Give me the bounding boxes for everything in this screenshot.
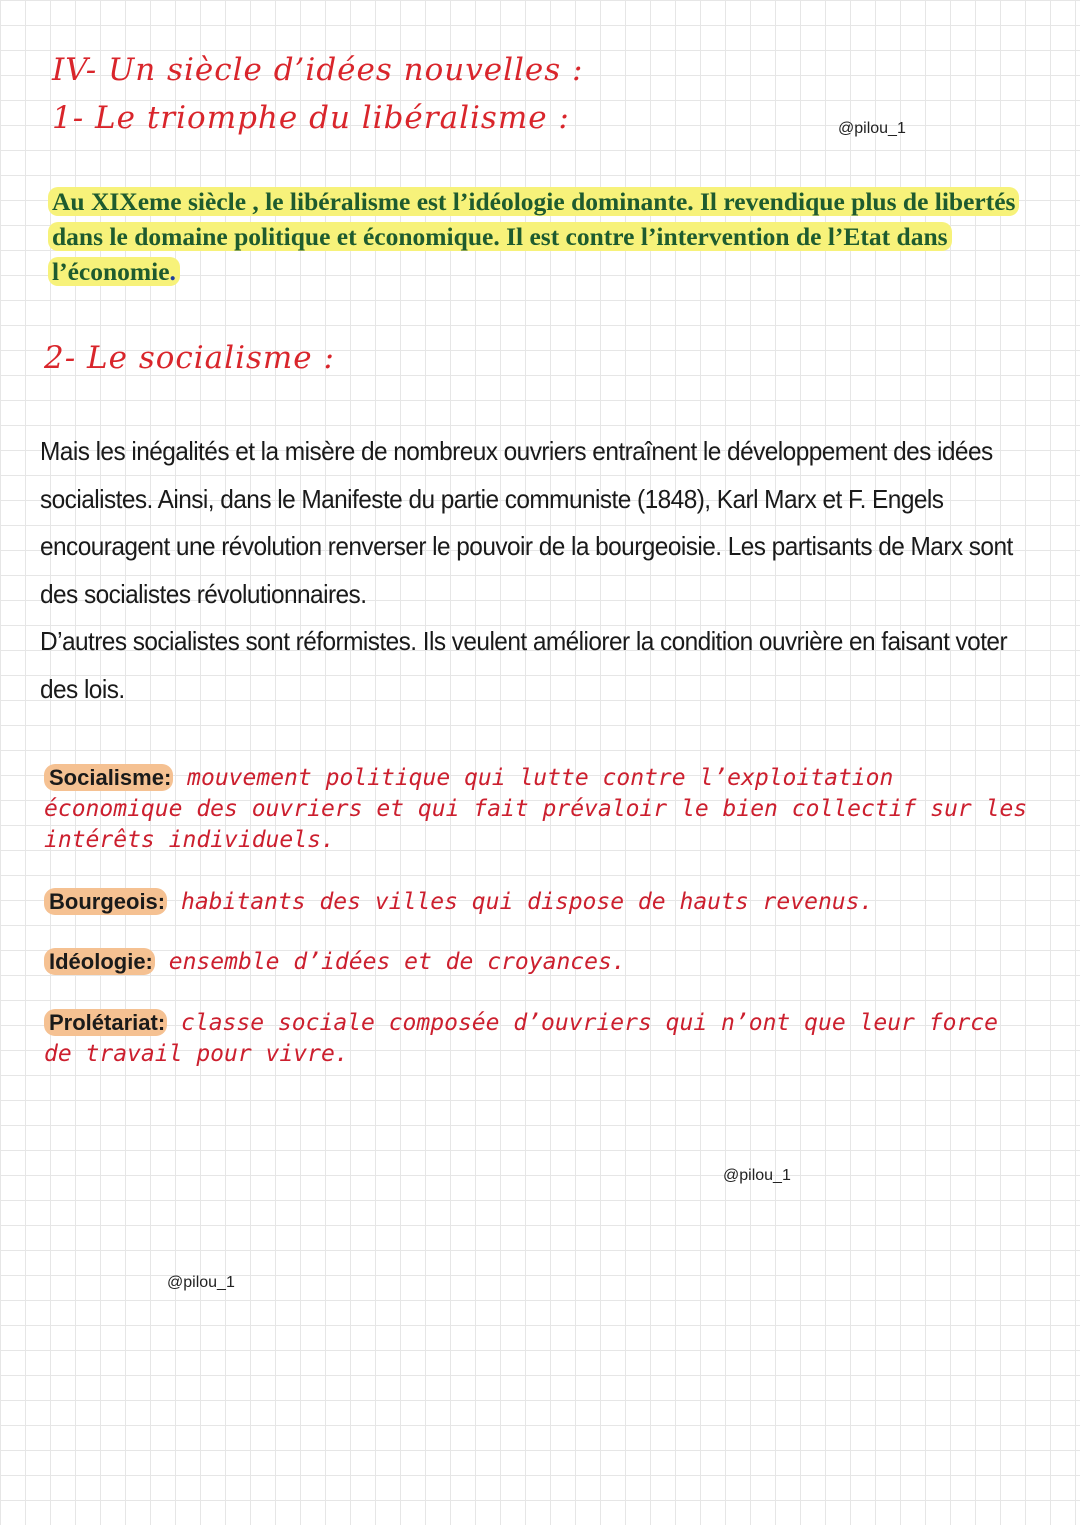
- definition-text: ensemble d’idées et de croyances.: [154, 949, 626, 975]
- definition-ideologie: [44, 946, 1034, 978]
- definition-text: classe sociale composée d’ouvriers qui n’ont que leur force de travail pour vivre.: [44, 1010, 998, 1067]
- subheading-socialisme: 2- Le socialisme :: [44, 340, 335, 376]
- watermark-middle: @pilou_1: [723, 1167, 791, 1184]
- term-label: Prolétariat:: [44, 1009, 167, 1036]
- watermark-bottom: @pilou_1: [167, 1274, 235, 1291]
- definition-bourgeois: [44, 886, 1034, 918]
- term-label: Socialisme:: [44, 764, 173, 791]
- liberalisme-highlight: [48, 187, 1019, 286]
- definition-proletariat: [44, 1007, 1034, 1070]
- watermark-top: @pilou_1: [838, 120, 906, 137]
- liberalisme-text: Au XIXeme siècle , le libéralisme est l’idéologie dominante. Il revendique plus de libertés dans le domaine politique et économique. Il est contre l’intervention de l’Etat dans l’économie: [52, 187, 1016, 286]
- socialisme-paragraph-1: Mais les inégalités et la misère de nombreux ouvriers entraînent le développement des idées socialistes. Ainsi, dans le Manifeste du partie communiste (1848), Karl Marx et F. Engels encouragent une révolution renverser le pouvoir de la bourgeoisie. Les partisants de Marx sont des socialistes révolutionnaires.: [40, 436, 1013, 609]
- liberalisme-paragraph: [48, 184, 1068, 289]
- term-label: Idéologie:: [44, 948, 155, 975]
- socialisme-paragraph-2: D’autres socialistes sont réformistes. Ils veulent améliorer la condition ouvrière en faisant voter des lois.: [40, 626, 1008, 704]
- socialisme-text: [40, 428, 1027, 713]
- definition-text: mouvement politique qui lutte contre l’exploitation économique des ouvriers et qui fait prévaloir le bien collectif sur les intérêts individuels.: [44, 765, 1028, 853]
- definition-text: habitants des villes qui dispose de hauts revenus.: [167, 889, 874, 915]
- term-label: Bourgeois:: [44, 888, 167, 915]
- subheading-liberalisme: 1- Le triomphe du libéralisme :: [52, 100, 570, 136]
- section-heading: IV- Un siècle d’idées nouvelles :: [52, 52, 584, 88]
- liberalisme-end-mark: .: [169, 257, 176, 286]
- definition-socialisme: [44, 762, 1034, 856]
